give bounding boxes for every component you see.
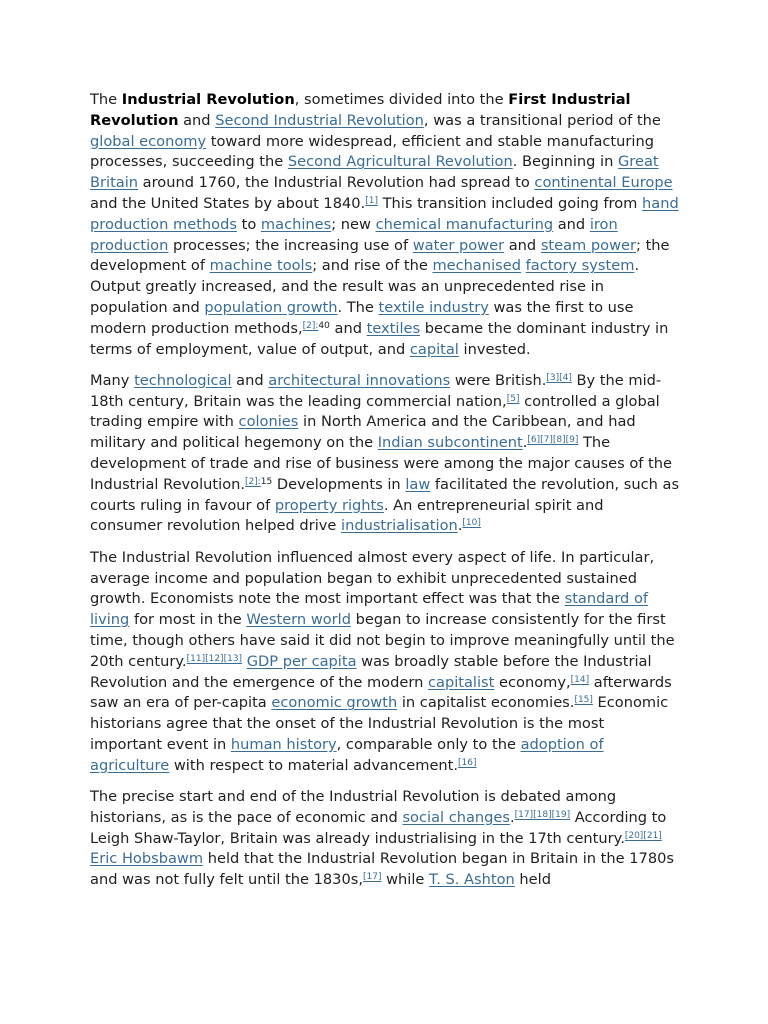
paragraph-text: . — [522, 434, 528, 452]
citation-ref — [187, 654, 205, 664]
article-link[interactable]: chemical manufacturing — [375, 215, 554, 233]
page-number-sup: 15 — [260, 476, 273, 487]
citation-ref — [462, 518, 480, 528]
citation-ref — [553, 435, 566, 445]
citation-link[interactable]: [21] — [643, 830, 662, 841]
article-link[interactable]: economic growth — [271, 694, 398, 712]
paragraph-text: for most in the — [129, 611, 247, 629]
paragraph-text: and the United States by about 1840. — [90, 194, 366, 212]
article-link[interactable]: law — [405, 475, 431, 493]
paragraph-text: became the dominant industry in terms of employment, value of output, and — [90, 319, 669, 358]
paragraph-text: processes; the increasing use of — [168, 236, 413, 254]
article-link[interactable]: property rights — [274, 496, 384, 514]
citation-ref — [571, 675, 589, 685]
article-link[interactable]: machines — [260, 215, 332, 233]
paragraph-text: , comparable only to the — [336, 735, 521, 753]
paragraph-text: and — [329, 319, 367, 337]
paragraph-text: ; new — [331, 215, 376, 233]
citation-ref — [546, 373, 559, 383]
citation-link[interactable]: [15] — [574, 695, 593, 706]
paragraph-text: ; and rise of the — [312, 257, 433, 275]
paragraph-text: The development of trade and rise of business were among the major causes of the Industrial Revolution. — [90, 434, 672, 493]
article-link[interactable]: industrialisation — [341, 517, 458, 535]
citation-ref — [643, 831, 661, 841]
article-body — [90, 90, 680, 901]
paragraph-text: was the first to use modern production methods, — [90, 298, 634, 337]
citation-link[interactable]: [7] — [540, 435, 553, 446]
article-link[interactable]: Eric Hobsbawm — [90, 850, 204, 868]
paragraph-text: and — [553, 215, 590, 233]
citation-link[interactable]: [8] — [552, 435, 566, 446]
paragraph-text: According to Leigh Shaw-Taylor, Britain was already industrialising in the 17th century. — [90, 808, 667, 847]
bold-term: First Industrial Revolution — [90, 91, 631, 129]
paragraph-text: began to increase consistently for the first time, though others have said it did not begin to improve meaningfully until the 20th century. — [90, 611, 675, 670]
citation-ref — [540, 435, 553, 445]
paragraph-text: The — [90, 91, 122, 108]
paragraph-text: held that the Industrial Revolution began in Britain in the 1780s and was not fully felt until the 1830s, — [90, 850, 675, 889]
paragraph-text: ; the development of — [90, 236, 670, 275]
article-link[interactable]: capitalist — [427, 673, 495, 691]
article-link[interactable]: human history — [230, 735, 337, 753]
citation-ref — [224, 654, 242, 664]
article-link[interactable]: Second Industrial Revolution — [215, 111, 424, 129]
article-link[interactable]: architectural innovations — [268, 371, 451, 389]
paragraph-text: held — [514, 871, 551, 889]
citation-link[interactable]: [9] — [565, 435, 579, 446]
citation-ref — [303, 321, 319, 331]
citation-ref — [205, 654, 223, 664]
citation-ref — [365, 196, 378, 206]
article-paragraph — [90, 787, 680, 891]
citation-ref — [625, 831, 643, 841]
paragraph-text: . An entrepreneurial spirit and consumer revolution helped drive — [90, 496, 604, 535]
paragraph-text: and — [231, 371, 269, 389]
paragraph-text: to — [236, 215, 261, 233]
paragraph-text: was broadly stable before the Industrial Revolution and the emergence of the modern — [90, 652, 652, 691]
citation-link[interactable]: [1] — [365, 195, 378, 206]
paragraph-text: . The — [337, 298, 379, 316]
citation-ref — [245, 477, 261, 487]
article-paragraph — [90, 548, 680, 777]
paragraph-text: , was a transitional period of the — [423, 111, 661, 129]
citation-ref — [527, 435, 540, 445]
article-link[interactable]: technological — [134, 371, 232, 389]
article-link[interactable]: standard of living — [90, 590, 649, 629]
citation-link[interactable]: [17] — [514, 809, 534, 820]
article-link[interactable]: Great Britain — [90, 153, 659, 192]
citation-link[interactable]: [5] — [506, 393, 520, 404]
paragraph-text: controlled a global trading empire with — [90, 392, 660, 431]
paragraph-text: Economic historians agree that the onset of the Industrial Revolution is the most important event in — [90, 694, 669, 753]
article-paragraph — [90, 90, 680, 360]
article-link[interactable]: water power — [412, 236, 505, 254]
citation-ref — [515, 810, 533, 820]
citation-link[interactable]: [11] — [186, 653, 206, 664]
article-link[interactable]: population growth — [204, 298, 338, 316]
paragraph-text: around 1760, the Industrial Revolution had spread to — [138, 174, 535, 192]
article-link[interactable]: textile industry — [378, 298, 489, 316]
article-link[interactable]: social changes — [402, 808, 511, 826]
paragraph-text: . — [457, 517, 463, 535]
article-link[interactable]: steam power — [540, 236, 637, 254]
article-link[interactable]: textiles — [366, 319, 421, 337]
citation-link[interactable]: [12] — [205, 653, 224, 664]
citation-link[interactable]: [4] — [559, 372, 572, 383]
paragraph-text: and — [178, 111, 216, 129]
paragraph-text: with respect to material advancement. — [169, 756, 459, 774]
bold-term: Industrial Revolution — [121, 91, 295, 108]
paragraph-text: economy, — [494, 673, 571, 691]
citation-link[interactable]: [14] — [570, 674, 590, 685]
article-paragraph — [90, 371, 680, 537]
citation-link[interactable]: [16] — [458, 757, 477, 768]
paragraph-text: invested. — [458, 340, 531, 358]
article-link[interactable]: Western world — [246, 611, 351, 629]
article-link[interactable]: iron production — [90, 215, 618, 254]
paragraph-text: were British. — [450, 371, 547, 389]
citation-ref — [458, 758, 476, 768]
paragraph-text: The Industrial Revolution influenced almost every aspect of life. In particular, average income and population began to exhibit unprecedented sustained growth. Economists note the most important effect was that the — [90, 548, 655, 608]
paragraph-text: The precise start and end of the Industrial Revolution is debated among historians, as is the pace of economic and — [90, 788, 617, 826]
paragraph-text: . Output greatly increased, and the result was an unprecedented rise in population and — [90, 257, 640, 316]
page-number-sup: 40 — [318, 320, 330, 331]
article-link[interactable]: Second Agricultural Revolution — [287, 153, 513, 171]
paragraph-text: in North America and the Caribbean, and had military and political hegemony on the — [90, 413, 636, 452]
citation-link[interactable]: [20] — [624, 830, 644, 841]
paragraph-text: Many — [90, 371, 135, 389]
paragraph-text: facilitated the revolution, such as courts ruling in favour of — [90, 475, 680, 514]
article-link[interactable]: capital — [409, 340, 459, 358]
citation-ref — [552, 810, 570, 820]
citation-ref — [507, 394, 520, 404]
citation-link[interactable]: [3] — [546, 372, 560, 383]
paragraph-text: afterwards saw an era of per-capita — [90, 673, 672, 712]
citation-ref — [566, 435, 579, 445]
citation-ref — [533, 810, 551, 820]
article-link[interactable]: global economy — [90, 132, 207, 150]
article-link[interactable]: GDP per capita — [246, 652, 357, 670]
article-link[interactable]: Indian subcontinent — [377, 434, 523, 452]
paragraph-text: while — [381, 871, 430, 889]
citation-link[interactable]: [18] — [533, 809, 552, 820]
citation-link[interactable]: [6] — [527, 435, 541, 446]
citation-link[interactable]: [13] — [223, 653, 243, 664]
paragraph-text: This transition included going from — [377, 194, 643, 212]
paragraph-text: toward more widespread, efficient and stable manufacturing processes, succeeding the — [90, 132, 654, 171]
paragraph-text: and — [504, 236, 541, 254]
citation-link[interactable]: [19] — [551, 809, 571, 820]
article-link[interactable]: mechanised — [432, 257, 522, 275]
citation-ref — [574, 695, 592, 705]
paragraph-text: , sometimes divided into the — [294, 91, 509, 108]
citation-link[interactable]: [2]: — [245, 476, 261, 487]
citation-link[interactable]: [2]: — [302, 320, 319, 331]
citation-link[interactable]: [10] — [462, 518, 481, 529]
article-link[interactable]: adoption of agriculture — [90, 735, 604, 774]
paragraph-text: . — [510, 808, 515, 826]
citation-ref — [363, 872, 381, 882]
article-link[interactable]: continental Europe — [534, 174, 673, 192]
article-link[interactable]: hand production methods — [90, 194, 679, 233]
citation-link[interactable]: [17] — [363, 872, 382, 883]
paragraph-text: Developments in — [272, 475, 406, 493]
article-link[interactable]: T. S. Ashton — [429, 871, 515, 889]
citation-ref — [559, 373, 572, 383]
paragraph-text: in capitalist economies. — [397, 694, 575, 712]
paragraph-text: . Beginning in — [512, 153, 618, 171]
article-link[interactable]: machine tools — [209, 257, 313, 275]
article-link[interactable]: colonies — [238, 413, 299, 431]
paragraph-text: By the mid-18th century, Britain was the leading commercial nation, — [90, 371, 662, 410]
article-link[interactable]: factory system — [525, 257, 635, 275]
